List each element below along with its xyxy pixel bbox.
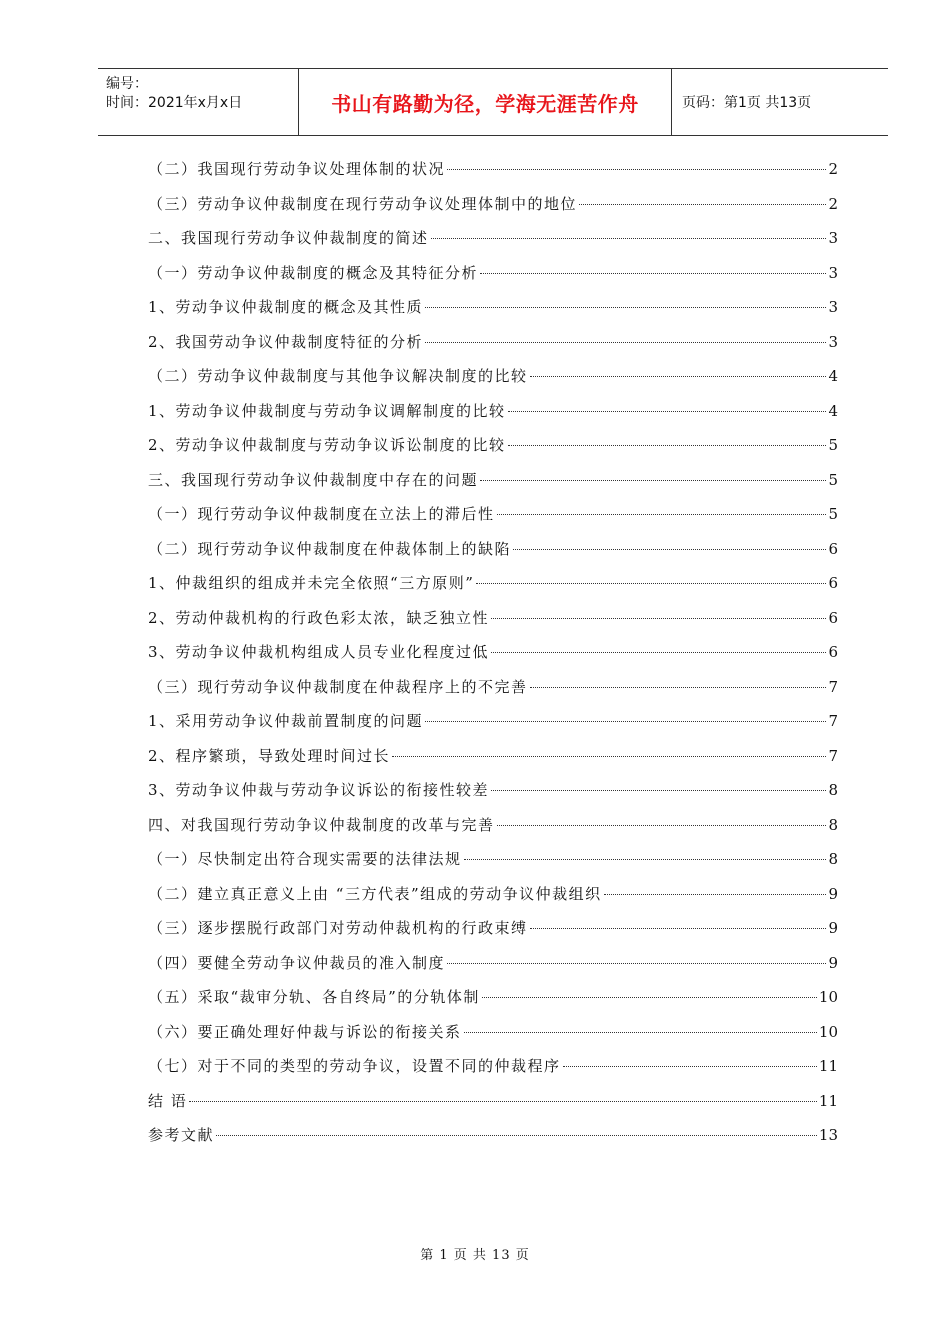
toc-leader-dots (482, 997, 817, 998)
toc-entry-page: 7 (828, 746, 838, 765)
toc-entry-title: （一）尽快制定出符合现实需要的法律法规 (148, 850, 462, 868)
toc-entry[interactable] (148, 670, 838, 705)
toc-entry-page: 6 (828, 539, 838, 558)
toc-entry[interactable] (148, 1049, 838, 1084)
toc-entry[interactable] (148, 359, 838, 394)
toc-entry-page: 11 (818, 1091, 838, 1110)
toc-entry[interactable] (148, 739, 838, 774)
toc-leader-dots (447, 169, 826, 170)
toc-entry-page: 5 (828, 436, 838, 454)
toc-entry-title: 结 语 (148, 1091, 188, 1110)
toc-entry-title: 3、劳动争议仲裁机构组成人员专业化程度过低 (148, 643, 490, 661)
toc-leader-dots (491, 652, 826, 653)
toc-entry-page: 8 (828, 781, 838, 799)
toc-entry-title: 三、我国现行劳动争议仲裁制度中存在的问题 (148, 470, 479, 489)
page-header (98, 68, 888, 136)
toc-entry-page: 5 (828, 470, 838, 489)
toc-entry-title: （一）劳动争议仲裁制度的概念及其特征分析 (148, 263, 479, 282)
toc-entry-page: 11 (818, 1057, 838, 1075)
toc-entry[interactable] (148, 394, 838, 429)
toc-leader-dots (425, 307, 826, 308)
toc-entry-page: 7 (828, 677, 838, 696)
toc-entry[interactable] (148, 325, 838, 360)
toc-entry-title: （四）要健全劳动争议仲裁员的准入制度 (148, 953, 446, 972)
toc-entry-title: 2、劳动仲裁机构的行政色彩太浓，缺乏独立性 (148, 608, 490, 627)
toc-entry-page: 3 (828, 263, 838, 282)
toc-entry[interactable] (148, 601, 838, 636)
toc-leader-dots (447, 963, 826, 964)
toc-entry[interactable] (148, 877, 838, 912)
toc-leader-dots (508, 411, 827, 412)
toc-leader-dots (189, 1101, 817, 1102)
header-meta-cell (98, 69, 298, 135)
toc-entry[interactable] (148, 980, 838, 1015)
toc-leader-dots (530, 687, 827, 688)
toc-entry-title: 2、程序繁琐，导致处理时间过长 (148, 746, 391, 765)
toc-entry-title: （五）采取“裁审分轨、各自终局”的分轨体制 (148, 988, 480, 1006)
toc-entry[interactable] (148, 1015, 838, 1050)
toc-entry-page: 4 (828, 367, 838, 385)
header-motto: 书山有路勤为径，学海无涯苦作舟 (331, 91, 639, 116)
toc-entry[interactable] (148, 497, 838, 532)
toc-entry-page: 10 (818, 988, 838, 1006)
toc-leader-dots (579, 204, 826, 205)
toc-entry[interactable] (148, 532, 838, 567)
toc-entry-title: （三）现行劳动争议仲裁制度在仲裁程序上的不完善 (148, 677, 528, 696)
doc-code-label: 编号： (106, 76, 148, 92)
toc-leader-dots (480, 480, 826, 481)
toc-leader-dots (604, 894, 827, 895)
toc-entry[interactable] (148, 152, 838, 187)
toc-entry-page: 6 (828, 643, 838, 661)
toc-leader-dots (431, 238, 827, 239)
toc-leader-dots (425, 342, 826, 343)
toc-entry-title: （七）对于不同的类型的劳动争议，设置不同的仲裁程序 (148, 1057, 561, 1075)
toc-entry-page: 9 (828, 953, 838, 972)
toc-entry-title: （一）现行劳动争议仲裁制度在立法上的滞后性 (148, 505, 495, 523)
toc-entry[interactable] (148, 704, 838, 739)
toc-entry-page: 8 (828, 850, 838, 868)
toc-leader-dots (497, 514, 827, 515)
toc-entry-page: 5 (828, 505, 838, 523)
toc-entry[interactable] (148, 428, 838, 463)
toc-leader-dots (530, 376, 827, 377)
toc-leader-dots (513, 549, 826, 550)
toc-leader-dots (464, 859, 827, 860)
header-page-info: 页码：第1页 共13页 (682, 95, 812, 111)
toc-leader-dots (480, 273, 826, 274)
toc-entry-page: 13 (818, 1126, 838, 1144)
toc-entry-title: 1、采用劳动争议仲裁前置制度的问题 (148, 712, 424, 730)
toc-entry[interactable] (148, 635, 838, 670)
toc-entry[interactable] (148, 566, 838, 601)
toc-entry-title: （二）现行劳动争议仲裁制度在仲裁体制上的缺陷 (148, 539, 512, 558)
toc-entry-page: 2 (828, 160, 838, 178)
toc-entry[interactable] (148, 463, 838, 498)
toc-leader-dots (530, 928, 827, 929)
toc-entry[interactable] (148, 290, 838, 325)
toc-entry-page: 6 (828, 608, 838, 627)
toc-entry-page: 9 (828, 884, 838, 903)
toc-entry[interactable] (148, 773, 838, 808)
toc-entry-page: 9 (828, 919, 838, 937)
toc-leader-dots (508, 445, 827, 446)
toc-entry[interactable] (148, 1118, 838, 1153)
toc-leader-dots (464, 1032, 817, 1033)
toc-leader-dots (476, 583, 826, 584)
toc-leader-dots (491, 790, 826, 791)
toc-entry-title: 2、劳动争议仲裁制度与劳动争议诉讼制度的比较 (148, 436, 506, 454)
toc-entry-title: （三）劳动争议仲裁制度在现行劳动争议处理体制中的地位 (148, 194, 578, 213)
toc-entry-title: 参考文献 (148, 1126, 215, 1144)
toc-entry-page: 2 (828, 194, 838, 213)
toc-entry-page: 4 (828, 401, 838, 420)
toc-entry[interactable] (148, 256, 838, 291)
toc-entry-title: 四、对我国现行劳动争议仲裁制度的改革与完善 (148, 815, 495, 834)
toc-entry-page: 3 (828, 332, 838, 351)
toc-entry-title: 1、劳动争议仲裁制度与劳动争议调解制度的比较 (148, 401, 506, 420)
toc-leader-dots (497, 825, 827, 826)
toc-entry[interactable] (148, 1084, 838, 1119)
toc-leader-dots (491, 618, 826, 619)
toc-entry-title: 1、仲裁组织的组成并未完全依照“三方原则” (148, 574, 475, 592)
toc-entry-title: 3、劳动争议仲裁与劳动争议诉讼的衔接性较差 (148, 781, 490, 799)
doc-time-label: 时间：2021年x月x日 (106, 95, 243, 111)
toc-leader-dots (425, 721, 826, 722)
toc-entry[interactable] (148, 808, 838, 843)
page-footer: 第 1 页 共 13 页 (420, 1248, 530, 1263)
toc-entry-title: 2、我国劳动争议仲裁制度特征的分析 (148, 332, 424, 351)
toc-entry-title: （二）建立真正意义上由 “三方代表”组成的劳动争议仲裁组织 (148, 884, 602, 903)
toc-entry-page: 8 (828, 815, 838, 834)
toc-leader-dots (563, 1066, 817, 1067)
toc-entry-title: （二）我国现行劳动争议处理体制的状况 (148, 160, 446, 178)
toc-entry-title: 二、我国现行劳动争议仲裁制度的简述 (148, 229, 429, 247)
toc-entry-page: 10 (818, 1022, 838, 1041)
toc-entry-page: 7 (828, 712, 838, 730)
toc-leader-dots (392, 756, 826, 757)
toc-entry[interactable] (148, 842, 838, 877)
toc-entry-title: （六）要正确处理好仲裁与诉讼的衔接关系 (148, 1022, 462, 1041)
toc-entry-page: 3 (828, 298, 838, 316)
toc-entry-title: 1、劳动争议仲裁制度的概念及其性质 (148, 298, 424, 316)
toc-entry[interactable] (148, 946, 838, 981)
toc-entry[interactable] (148, 221, 838, 256)
toc-entry[interactable] (148, 911, 838, 946)
toc-entry-page: 3 (828, 229, 838, 247)
toc-entry-title: （三）逐步摆脱行政部门对劳动仲裁机构的行政束缚 (148, 919, 528, 937)
toc-entry-page: 6 (828, 574, 838, 592)
toc-leader-dots (216, 1135, 817, 1136)
toc-entry[interactable] (148, 187, 838, 222)
toc-entry-title: （二）劳动争议仲裁制度与其他争议解决制度的比较 (148, 367, 528, 385)
table-of-contents (148, 152, 838, 1153)
